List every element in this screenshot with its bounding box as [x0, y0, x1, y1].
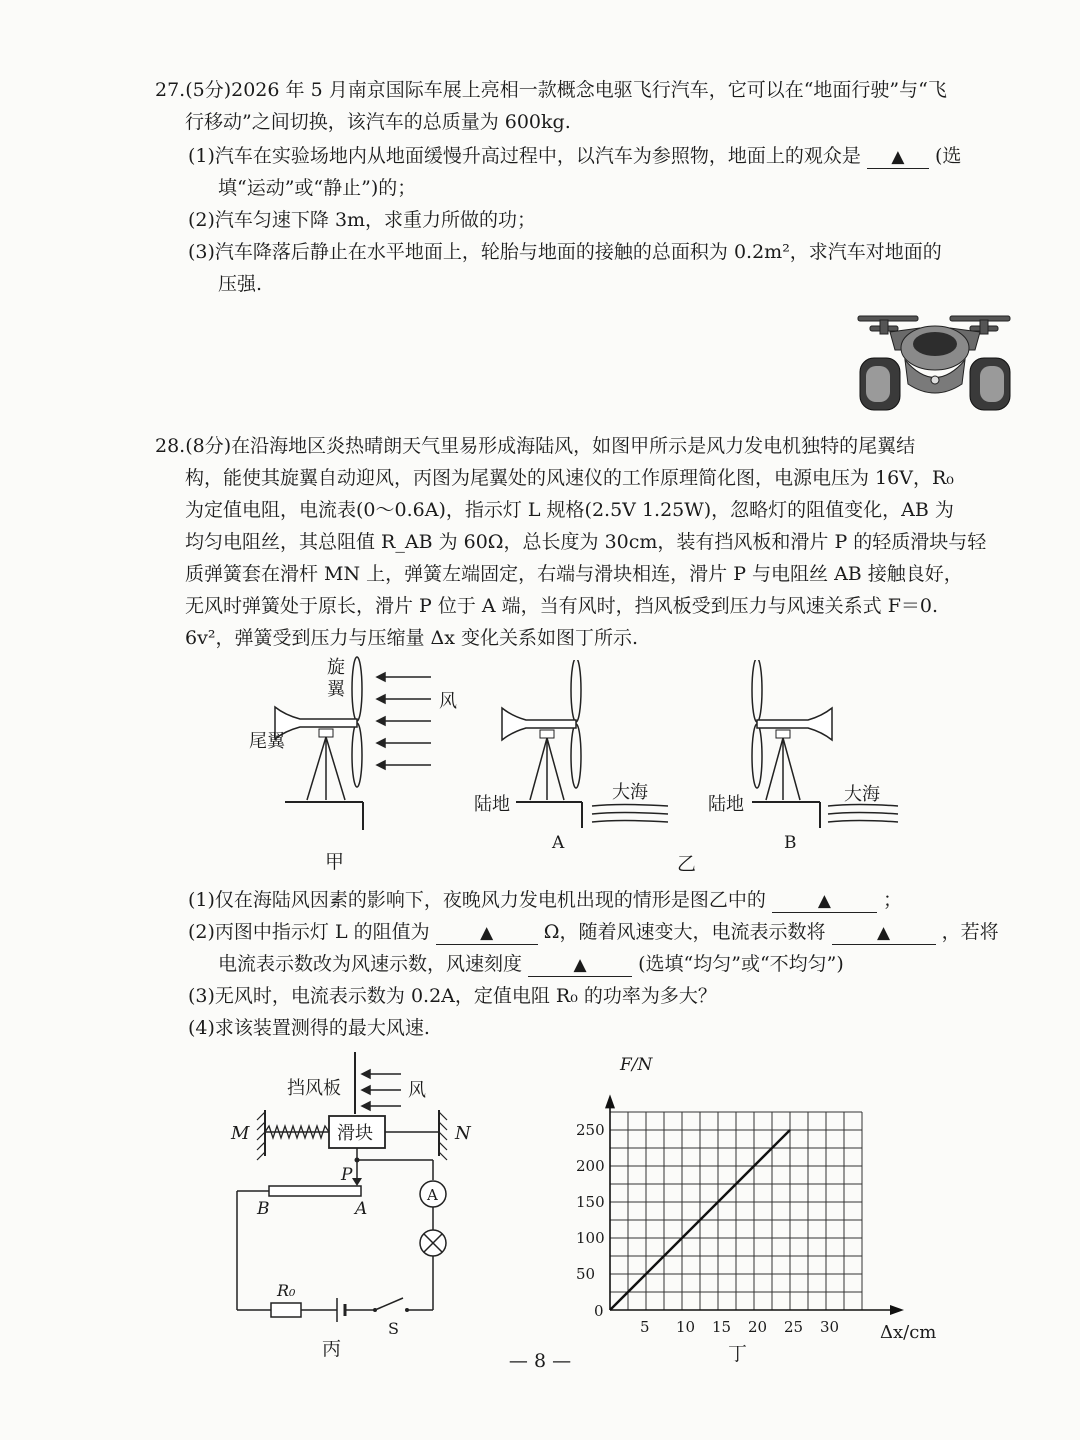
label-a: A	[552, 833, 565, 853]
label-n: N	[455, 1123, 471, 1144]
q27-part1-tail: (选	[935, 145, 962, 167]
figure-bing-circuit	[225, 1052, 485, 1372]
q28-line7: 6v²，弹簧受到压力与压缩量 Δx 变化关系如图丁所示.	[185, 627, 638, 649]
y-tick-label: 150	[576, 1193, 605, 1211]
label-m: M	[231, 1123, 250, 1144]
y-tick-label: 100	[576, 1229, 605, 1247]
chart-ylabel: F/N	[620, 1055, 653, 1075]
x-tick-label: 10	[676, 1318, 696, 1336]
sea-label-a: 大海	[612, 782, 648, 803]
origin-label: 0	[594, 1302, 604, 1320]
answer-blank[interactable]	[528, 952, 632, 977]
q28-sub2-mid: Ω，随着风速变大，电流表示数将	[543, 921, 826, 943]
resistance-wire-ab	[269, 1186, 361, 1196]
figure-yi-caption: 乙	[677, 853, 697, 875]
q28-sub1	[188, 884, 902, 916]
label-p: P	[341, 1165, 353, 1185]
wind-label-bing: 风	[408, 1080, 426, 1101]
chart-grid	[610, 1112, 862, 1310]
figure-ding-chart	[560, 1050, 950, 1365]
x-tick-label: 25	[784, 1318, 804, 1336]
sea-label-b: 大海	[844, 784, 880, 805]
baffle-label: 挡风板	[287, 1078, 341, 1099]
blank-triangle: ▲	[573, 955, 587, 975]
blank-triangle: ▲	[817, 891, 831, 911]
q28-sub2-line2-text: 电流表示数改为风速示数，风速刻度	[218, 953, 523, 975]
figure-jia-caption: 甲	[325, 851, 345, 873]
turbine-a	[474, 660, 668, 853]
x-tick-label: 5	[640, 1318, 650, 1336]
q28-sub1-text: (1)仅在海陆风因素的影响下，夜晚风力发电机出现的情形是图乙中的	[188, 889, 766, 911]
turbine-b	[708, 660, 898, 853]
q28-sub3: (3)无风时，电流表示数为 0.2A，定值电阻 R₀ 的功率为多大？	[188, 985, 717, 1007]
q28-line3: 为定值电阻，电流表(0～0.6A)，指示灯 L 规格(2.5V 1.25W)，忽略灯的阻值变化，AB 为	[185, 499, 954, 521]
y-axis-arrow	[605, 1094, 615, 1108]
y-tick-label: 200	[576, 1157, 605, 1175]
q27-part1-line2: 填“运动”或“静止”)的；	[218, 177, 417, 199]
blank-triangle: ▲	[480, 923, 494, 943]
switch-s	[375, 1298, 403, 1310]
q28-sub4: (4)求该装置测得的最大风速.	[188, 1017, 430, 1039]
land-label-b: 陆地	[708, 794, 744, 815]
answer-blank[interactable]	[436, 920, 538, 945]
y-tick-label: 50	[576, 1265, 596, 1283]
x-tick-label: 15	[712, 1318, 732, 1336]
x-tick-label: 20	[748, 1318, 768, 1336]
q27-line2: 行移动”之间切换，该汽车的总质量为 600kg.	[185, 111, 571, 133]
answer-blank[interactable]	[832, 920, 936, 945]
x-axis-arrow	[890, 1305, 904, 1315]
blank-triangle: ▲	[876, 923, 891, 943]
label-a-end: A	[355, 1199, 368, 1219]
rotor-label-1: 旋	[327, 657, 345, 678]
x-tick-label: 30	[820, 1318, 840, 1336]
blank-triangle: ▲	[891, 147, 905, 167]
q28-sub2-tail: ，若将	[941, 921, 999, 943]
chart-xlabel: Δx/cm	[880, 1322, 937, 1343]
q27-part2: (2)汽车匀速下降 3m，求重力所做的功；	[188, 209, 537, 231]
land-label-a: 陆地	[474, 794, 510, 815]
ammeter-label: A	[427, 1186, 438, 1204]
page-number: — 8 —	[508, 1350, 572, 1372]
q28-line1: 28.(8分)在沿海地区炎热晴朗天气里易形成海陆风，如图甲所示是风力发电机独特的尾翼结	[155, 435, 916, 457]
resistor-r0	[271, 1303, 301, 1317]
q28-line2: 构，能使其旋翼自动迎风，丙图为尾翼处的风速仪的工作原理简化图，电源电压为 16V，R₀	[185, 467, 954, 489]
q28-sub2-text: (2)丙图中指示灯 L 的阻值为	[188, 921, 430, 943]
q28-sub2-line2	[218, 948, 844, 980]
figure-ding-caption: 丁	[728, 1343, 748, 1365]
label-r0: R₀	[277, 1281, 296, 1300]
slider-label: 滑块	[337, 1123, 373, 1144]
label-s: S	[388, 1319, 399, 1338]
label-b: B	[784, 833, 797, 853]
wind-label: 风	[439, 691, 457, 712]
q27-part3-line2: 压强.	[218, 273, 263, 295]
rotor-label-2: 翼	[327, 679, 345, 700]
tail-label: 尾翼	[249, 731, 285, 752]
y-tick-label: 250	[576, 1121, 605, 1139]
figure-bing-caption: 丙	[322, 1338, 342, 1360]
q28-sub2-line2-tail: (选填“均匀”或“不均匀”)	[638, 953, 844, 975]
q28-line5: 质弹簧套在滑杆 MN 上，弹簧左端固定，右端与滑块相连，滑片 P 与电阻丝 AB 接触良好，	[185, 563, 963, 585]
label-b-end: B	[257, 1199, 270, 1219]
figure-jia	[245, 655, 475, 875]
q27-part1-text: (1)汽车在实验场地内从地面缓慢升高过程中，以汽车为参照物，地面上的观众是	[188, 145, 861, 167]
q28-line4: 均匀电阻丝，其总阻值 R_AB 为 60Ω，总长度为 30cm，装有挡风板和滑片 P 的轻质滑块与轻	[185, 531, 987, 553]
q28-line6: 无风时弹簧处于原长，滑片 P 位于 A 端，当有风时，挡风板受到压力与风速关系式 F＝0.	[185, 595, 939, 617]
q27-part3: (3)汽车降落后静止在水平地面上，轮胎与地面的接触的总面积为 0.2m²，求汽车对地面的	[188, 241, 942, 263]
q27-part1	[188, 140, 961, 172]
q28-sub2	[188, 916, 999, 948]
answer-blank[interactable]	[772, 888, 877, 913]
figure-yi	[470, 660, 900, 880]
q27-line1: 27.(5分)2026 年 5 月南京国际车展上亮相一款概念电驱飞行汽车，它可以在“地面行驶”与“飞	[155, 79, 947, 101]
flying-car-image	[850, 300, 1020, 420]
answer-blank[interactable]	[867, 144, 929, 169]
q28-sub1-tail: ；	[883, 889, 903, 911]
